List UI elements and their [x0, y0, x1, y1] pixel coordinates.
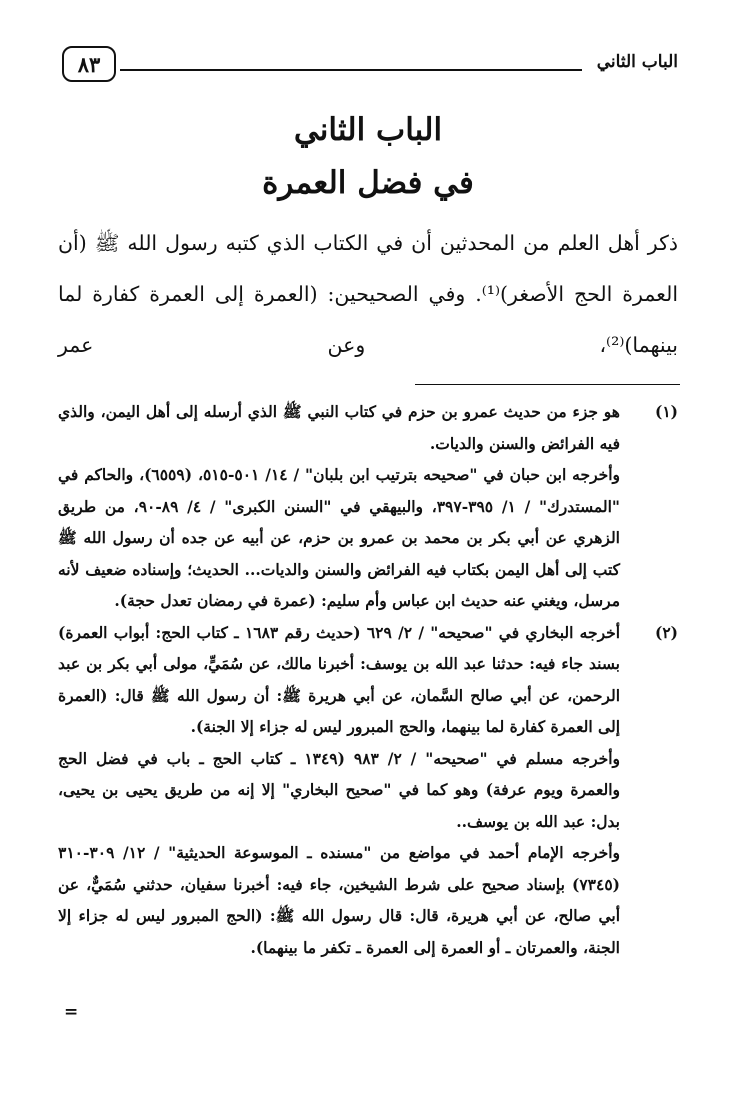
- footnote-paragraph: وأخرجه ابن حبان في "صحيحه بترتيب ابن بلبان" / ١٤/ ٥٠١-٥١٥، (٦٥٥٩)، والحاكم في "المستدرك" / ١/ ٣٩٥-٣٩٧، والبيهقي في "السنن الكبرى" / ٤/ ٨٩-٩٠، من طريق الزهري عن أبي بكر بن محمد بن عمرو بن حزم، عن أبيه عن جده أن رسول الله ﷺ كتب إلى أهل اليمن بكتاب فيه الفرائض والسنن والديات... الحديث؛ وإسناده ضعيف لأنه مرسل، ويغني عنه حديث ابن عباس وأم سليم: (عمرة في رمضان تعدل حجة).: [58, 465, 620, 610]
- footnote-paragraph: وأخرجه الإمام أحمد في مواضع من "مسنده ـ الموسوعة الحديثية" / ١٢/ ٣٠٩-٣١٠ (٧٣٤٥) بإسناد صحيح على شرط الشيخين، جاء فيه: أخبرنا سفيان، حدثني سُمَيٌّ، عن أبي صالح، عن أبي هريرة، قال: قال رسول الله ﷺ: (الحج المبرور ليس له جزاء إلا الجنة، والعمرتان ـ أو العمرة إلى العمرة ـ تكفر ما بينهما).: [58, 843, 620, 957]
- footnote-paragraph: وأخرجه مسلم في "صحيحه" / ٢/ ٩٨٣ (١٣٤٩ ـ كتاب الحج ـ باب في فضل الحج والعمرة ويوم عرفة) وهو كما في "صحيح البخاري" إلا إنه من طريق يحيى بن يحيى، بدل: عبد الله بن يوسف..: [58, 748, 621, 831]
- chapter-title: الباب الثاني: [293, 112, 443, 148]
- footnote: [58, 396, 678, 617]
- header-rule: [120, 69, 582, 71]
- footnote-separator: [415, 384, 680, 385]
- footnote-number: (١): [654, 402, 678, 421]
- chapter-subtitle: في فضل العمرة: [262, 165, 474, 201]
- footnote-paragraph: أخرجه البخاري في "صحيحه" / ٢/ ٦٢٩ (حديث رقم ١٦٨٣ ـ كتاب الحج: أبواب العمرة) بسند جاء فيه: حدثنا عبد الله بن يوسف: أخبرنا مالك، عن سُمَيٍّ، مولى أبي بكر بن عبد الرحمن، عن أبي صالح السَّمان، عن أبي هريرة ﷺ: أن رسول الله ﷺ قال: (العمرة إلى العمرة كفارة لما بينهما، والحج المبرور ليس له جزاء إلا الجنة).: [58, 622, 621, 736]
- page-number: ٨٣: [77, 52, 101, 77]
- chapter-label: الباب الثاني: [596, 52, 678, 72]
- continuation-mark: =: [64, 1002, 79, 1022]
- footnotes: [58, 396, 678, 963]
- body-paragraph: ذكر أهل العلم من المحدثين أن في الكتاب الذي كتبه رسول الله ﷺ (أن العمرة الحج الأصغر)⁽¹⁾. وفي الصحيحين: (العمرة إلى العمرة كفارة لما بينهما)⁽²⁾، وعن عمر: [58, 231, 679, 357]
- page-number-box: [62, 46, 116, 82]
- footnote-number: (٢): [654, 622, 678, 642]
- running-header: [62, 40, 678, 92]
- footnote-paragraph: هو جزء من حديث عمرو بن حزم في كتاب النبي ﷺ الذي أرسله إلى أهل اليمن، والذي فيه الفرائض والسنن والديات.: [58, 402, 620, 453]
- footnote: [58, 617, 678, 964]
